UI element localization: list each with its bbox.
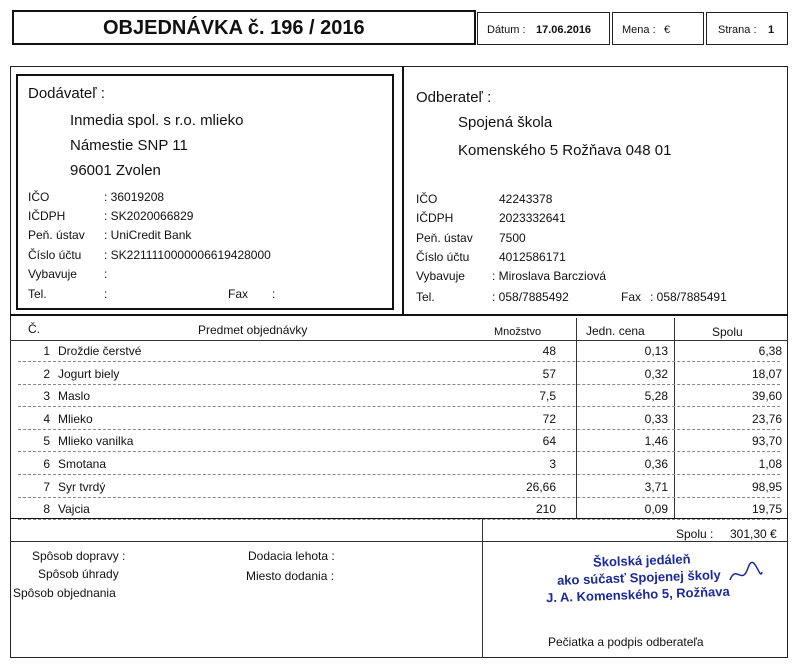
row-number: 8 xyxy=(43,502,50,516)
supplier-field-value: : xyxy=(104,267,108,281)
supplier-field-value: : SK2211110000006619428000 xyxy=(104,248,271,262)
row-unit-price: 0,32 xyxy=(644,367,668,381)
customer-field-value: 4012586171 xyxy=(499,250,566,264)
row-item: Vajcia xyxy=(58,502,90,516)
supplier-tel-label: Tel. xyxy=(28,287,47,301)
table-top-rule xyxy=(10,314,788,316)
row-quantity: 64 xyxy=(542,434,556,448)
column-divider xyxy=(674,318,675,518)
signature-scribble xyxy=(726,560,766,590)
row-number: 1 xyxy=(43,344,50,358)
row-quantity: 57 xyxy=(542,367,556,381)
column-header-no: Č. xyxy=(28,322,40,336)
row-item: Droždie čerstvé xyxy=(58,344,142,358)
customer-field-label: Vybavuje xyxy=(416,269,465,283)
supplier-field-label: Číslo účtu xyxy=(28,248,82,262)
row-unit-price: 5,28 xyxy=(644,389,668,403)
row-rule xyxy=(18,384,780,385)
supplier-tel-value: : xyxy=(104,287,108,301)
school-stamp-line: ako súčasť Spojenej školy xyxy=(556,567,721,588)
column-header-total: Spolu xyxy=(712,325,743,339)
row-number: 7 xyxy=(43,480,50,494)
row-unit-price: 0,13 xyxy=(644,344,668,358)
column-header-price: Jedn. cena xyxy=(586,324,645,338)
row-number: 6 xyxy=(43,457,50,471)
customer-fax-label: Fax xyxy=(621,290,642,304)
row-item: Jogurt biely xyxy=(58,367,120,381)
row-quantity: 7,5 xyxy=(539,389,556,403)
row-total: 23,76 xyxy=(751,412,782,426)
row-item: Mlieko vanilka xyxy=(58,434,134,448)
row-item: Maslo xyxy=(58,389,91,403)
sum-value: 301,30 € xyxy=(730,527,777,541)
sum-rule xyxy=(10,541,788,542)
row-rule xyxy=(18,361,780,362)
column-header-item: Predmet objednávky xyxy=(198,323,308,337)
supplier-fax-value: : xyxy=(272,287,276,301)
party-divider xyxy=(402,66,404,314)
table-bottom-rule xyxy=(10,518,788,519)
row-unit-price: 0,33 xyxy=(644,412,668,426)
currency-label: Mena : xyxy=(622,24,656,36)
supplier-city: 96001 Zvolen xyxy=(70,162,161,179)
supplier-field-label: Vybavuje xyxy=(28,267,77,281)
row-quantity: 210 xyxy=(535,502,556,516)
row-rule xyxy=(18,429,780,430)
row-number: 2 xyxy=(43,367,50,381)
signature-label: Pečiatka a podpis odberateľa xyxy=(548,635,704,649)
customer-field-label: Číslo účtu xyxy=(416,250,470,264)
row-unit-price: 0,09 xyxy=(644,502,668,516)
customer-field-value: : Miroslava Barcziová xyxy=(492,269,607,283)
customer-field-value: 7500 xyxy=(499,231,526,245)
page-value: 1 xyxy=(768,24,775,36)
customer-field-label: IČO xyxy=(416,192,438,206)
row-rule xyxy=(18,497,780,498)
customer-name: Spojená škola xyxy=(458,114,553,131)
row-number: 4 xyxy=(43,412,50,426)
row-item: Syr tvrdý xyxy=(58,480,106,494)
row-total: 39,60 xyxy=(751,389,782,403)
row-unit-price: 0,36 xyxy=(644,457,668,471)
row-quantity: 48 xyxy=(542,344,556,358)
sum-label: Spolu : xyxy=(676,527,714,541)
row-rule xyxy=(18,474,780,475)
row-total: 93,70 xyxy=(751,434,782,448)
supplier-fax-label: Fax xyxy=(228,287,249,301)
row-item: Smotana xyxy=(58,457,107,471)
row-total: 1,08 xyxy=(758,457,782,471)
delivery-place-label: Miesto dodania : xyxy=(246,569,335,583)
currency-value: € xyxy=(664,24,671,36)
row-rule xyxy=(18,519,780,520)
customer-field-value: 42243378 xyxy=(499,192,553,206)
customer-fax-value: : 058/7885491 xyxy=(650,290,727,304)
row-quantity: 26,66 xyxy=(525,480,556,494)
customer-field-label: Peň. ústav xyxy=(416,231,473,245)
row-unit-price: 3,71 xyxy=(644,480,668,494)
row-rule xyxy=(18,406,780,407)
school-stamp-line: J. A. Komenského 5, Rožňava xyxy=(545,583,730,606)
date-value: 17.06.2016 xyxy=(536,24,592,36)
page-label: Strana : xyxy=(718,24,757,36)
customer-address: Komenského 5 Rožňava 048 01 xyxy=(458,142,672,159)
row-total: 98,95 xyxy=(751,480,782,494)
sum-divider xyxy=(482,518,483,658)
customer-tel-label: Tel. xyxy=(416,290,435,304)
supplier-field-value: : UniCredit Bank xyxy=(104,228,192,242)
row-total: 19,75 xyxy=(751,502,782,516)
supplier-field-label: IČO xyxy=(28,190,50,204)
supplier-field-value: : SK2020066829 xyxy=(104,209,194,223)
row-unit-price: 1,46 xyxy=(644,434,668,448)
column-header-qty: Množstvo xyxy=(494,326,542,338)
supplier-field-label: IČDPH xyxy=(28,209,66,223)
customer-field-label: IČDPH xyxy=(416,211,454,225)
column-divider xyxy=(576,318,577,518)
delivery-term-label: Dodacia lehota : xyxy=(248,549,335,563)
row-rule xyxy=(18,451,780,452)
customer-heading: Odberateľ : xyxy=(416,89,492,106)
row-item: Mlieko xyxy=(58,412,93,426)
row-number: 3 xyxy=(43,389,50,403)
document-title: OBJEDNÁVKA č. 196 / 2016 xyxy=(103,17,365,39)
ordering-label: Spôsob objednania xyxy=(13,586,116,600)
customer-tel-value: : 058/7885492 xyxy=(492,290,569,304)
supplier-street: Námestie SNP 11 xyxy=(70,137,188,154)
date-label: Dátum : xyxy=(487,24,526,36)
payment-label: Spôsob úhrady xyxy=(38,567,119,581)
row-total: 6,38 xyxy=(758,344,782,358)
customer-field-value: 2023332641 xyxy=(499,211,566,225)
school-stamp-line: Školská jedáleň xyxy=(592,551,691,570)
row-number: 5 xyxy=(43,434,50,448)
supplier-field-value: : 36019208 xyxy=(104,190,165,204)
row-total: 18,07 xyxy=(751,367,782,381)
supplier-field-label: Peň. ústav xyxy=(28,228,85,242)
supplier-heading: Dodávateľ : xyxy=(28,85,105,102)
table-header-rule xyxy=(10,340,788,341)
transport-label: Spôsob dopravy : xyxy=(32,549,126,563)
supplier-name: Inmedia spol. s r.o. mlieko xyxy=(70,112,244,129)
row-quantity: 72 xyxy=(542,412,556,426)
row-quantity: 3 xyxy=(549,457,556,471)
